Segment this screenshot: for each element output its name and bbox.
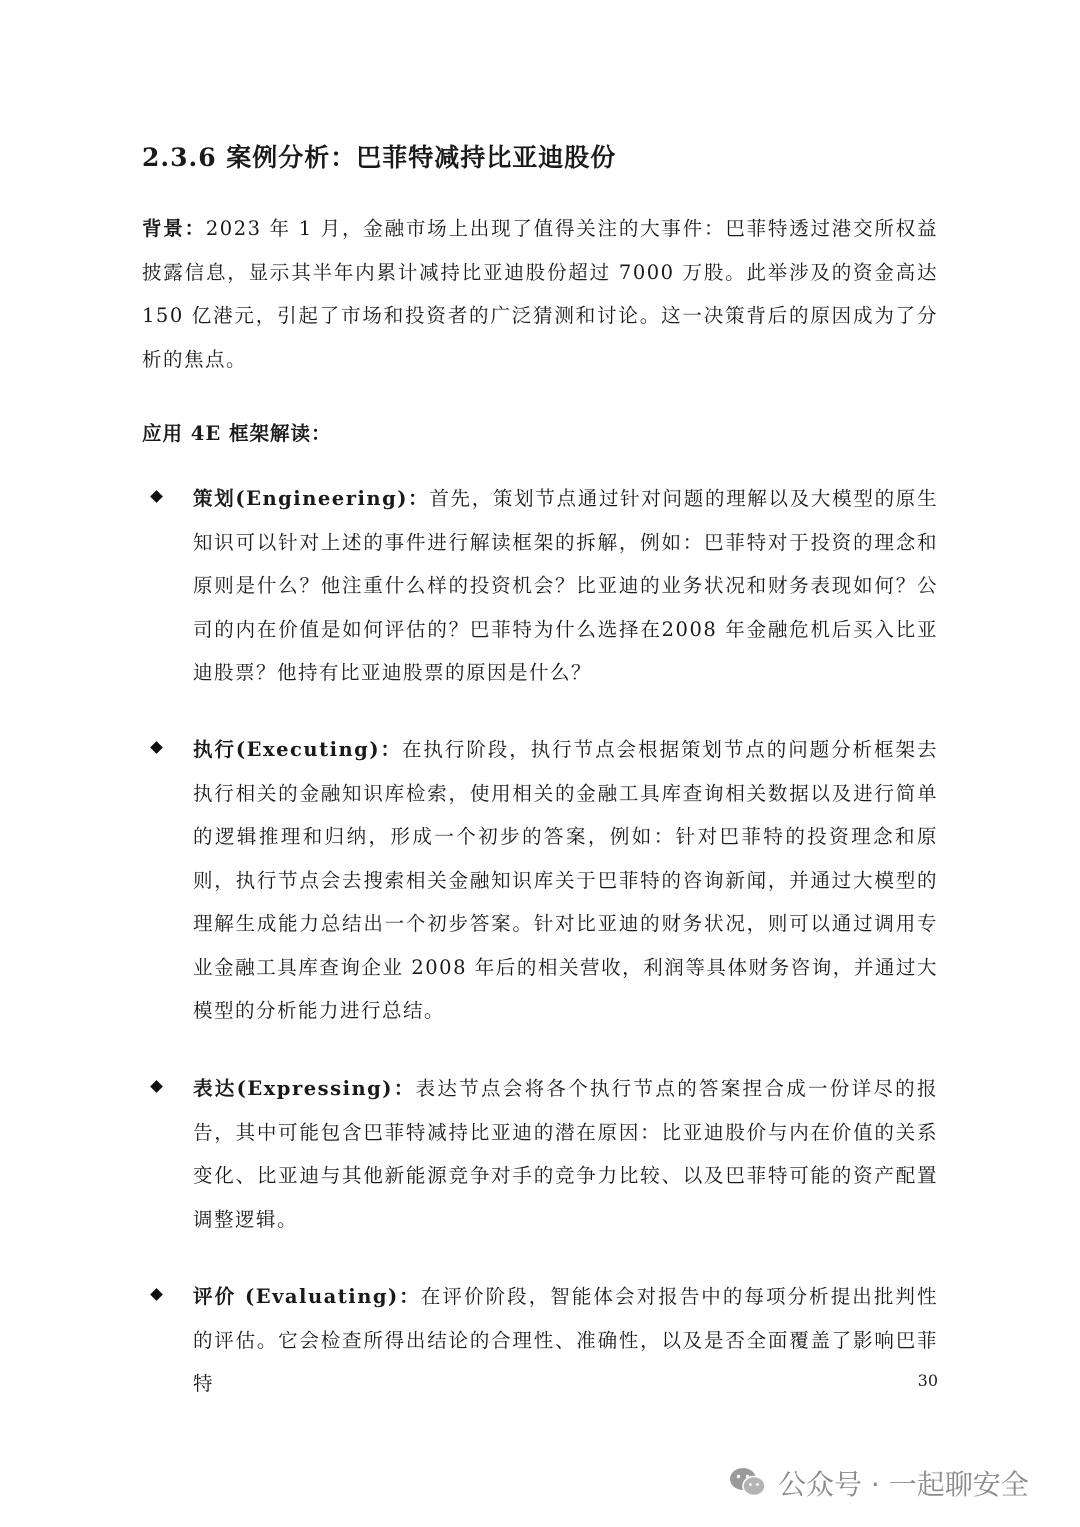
page-number: 30 (917, 1371, 938, 1390)
item-text: 在评价阶段，智能体会对报告中的每项分析提出批判性的评估。它会检查所得出结论的合理性、准确性，以及是否全面覆盖了影响巴菲特 (193, 1285, 938, 1395)
background-text: 2023 年 1 月，金融市场上出现了值得关注的大事件：巴菲特透过港交所权益披露信息，显示其半年内累计减持比亚迪股份超过 7000 万股。此举涉及的资金高达 150 亿港元，引起了市场和投资者的广泛猜测和讨论。这一决策背后的原因成为了分析的焦点。 (142, 217, 938, 371)
watermark-text: 公众号 · 一起聊安全 (778, 1468, 1029, 1501)
item-term: 表达(Expressing)： (193, 1077, 416, 1100)
diamond-bullet-icon (150, 741, 163, 754)
item-term: 策划(Engineering)： (193, 487, 430, 510)
background-label: 背景： (142, 217, 206, 240)
watermark (728, 1463, 1029, 1503)
item-text: 表达节点会将各个执行节点的答案捏合成一份详尽的报告，其中可能包含巴菲特减持比亚迪的潜在原因：比亚迪股价与内在价值的关系变化、比亚迪与其他新能源竞争对手的竞争力比较、以及巴菲特可能的资产配置调整逻辑。 (193, 1077, 938, 1231)
wechat-icon (728, 1466, 768, 1500)
diamond-bullet-icon (150, 490, 163, 503)
section-title: 2.3.6 案例分析：巴菲特减持比亚迪股份 (142, 143, 617, 172)
item-text: 首先，策划节点通过针对问题的理解以及大模型的原生知识可以针对上述的事件进行解读框架的拆解，例如：巴菲特对于投资的理念和原则是什么？他注重什么样的投资机会？比亚迪的业务状况和财务表现如何？公司的内在价值是如何评估的？巴菲特为什么选择在2008 年金融危机后买入比亚迪股票？他持有比亚迪股票的原因是什么？ (193, 487, 938, 684)
item-term: 评价 (Evaluating)： (193, 1285, 421, 1308)
background-paragraph (142, 207, 938, 381)
item-term: 执行(Executing)： (193, 738, 402, 761)
diamond-bullet-icon (150, 1080, 163, 1093)
diamond-bullet-icon (150, 1288, 163, 1301)
item-text: 在执行阶段，执行节点会根据策划节点的问题分析框架去执行相关的金融知识库检索，使用相关的金融工具库查询相关数据以及进行简单的逻辑推理和归纳，形成一个初步的答案，例如：针对巴菲特的投资理念和原则，执行节点会去搜索相关金融知识库关于巴菲特的咨询新闻，并通过大模型的理解生成能力总结出一个初步答案。针对比亚迪的财务状况，则可以通过调用专业金融工具库查询企业 2008 年后的相关营收，利润等具体财务咨询，并通过大模型的分析能力进行总结。 (193, 738, 938, 1022)
framework-heading: 应用 4E 框架解读： (142, 422, 332, 445)
